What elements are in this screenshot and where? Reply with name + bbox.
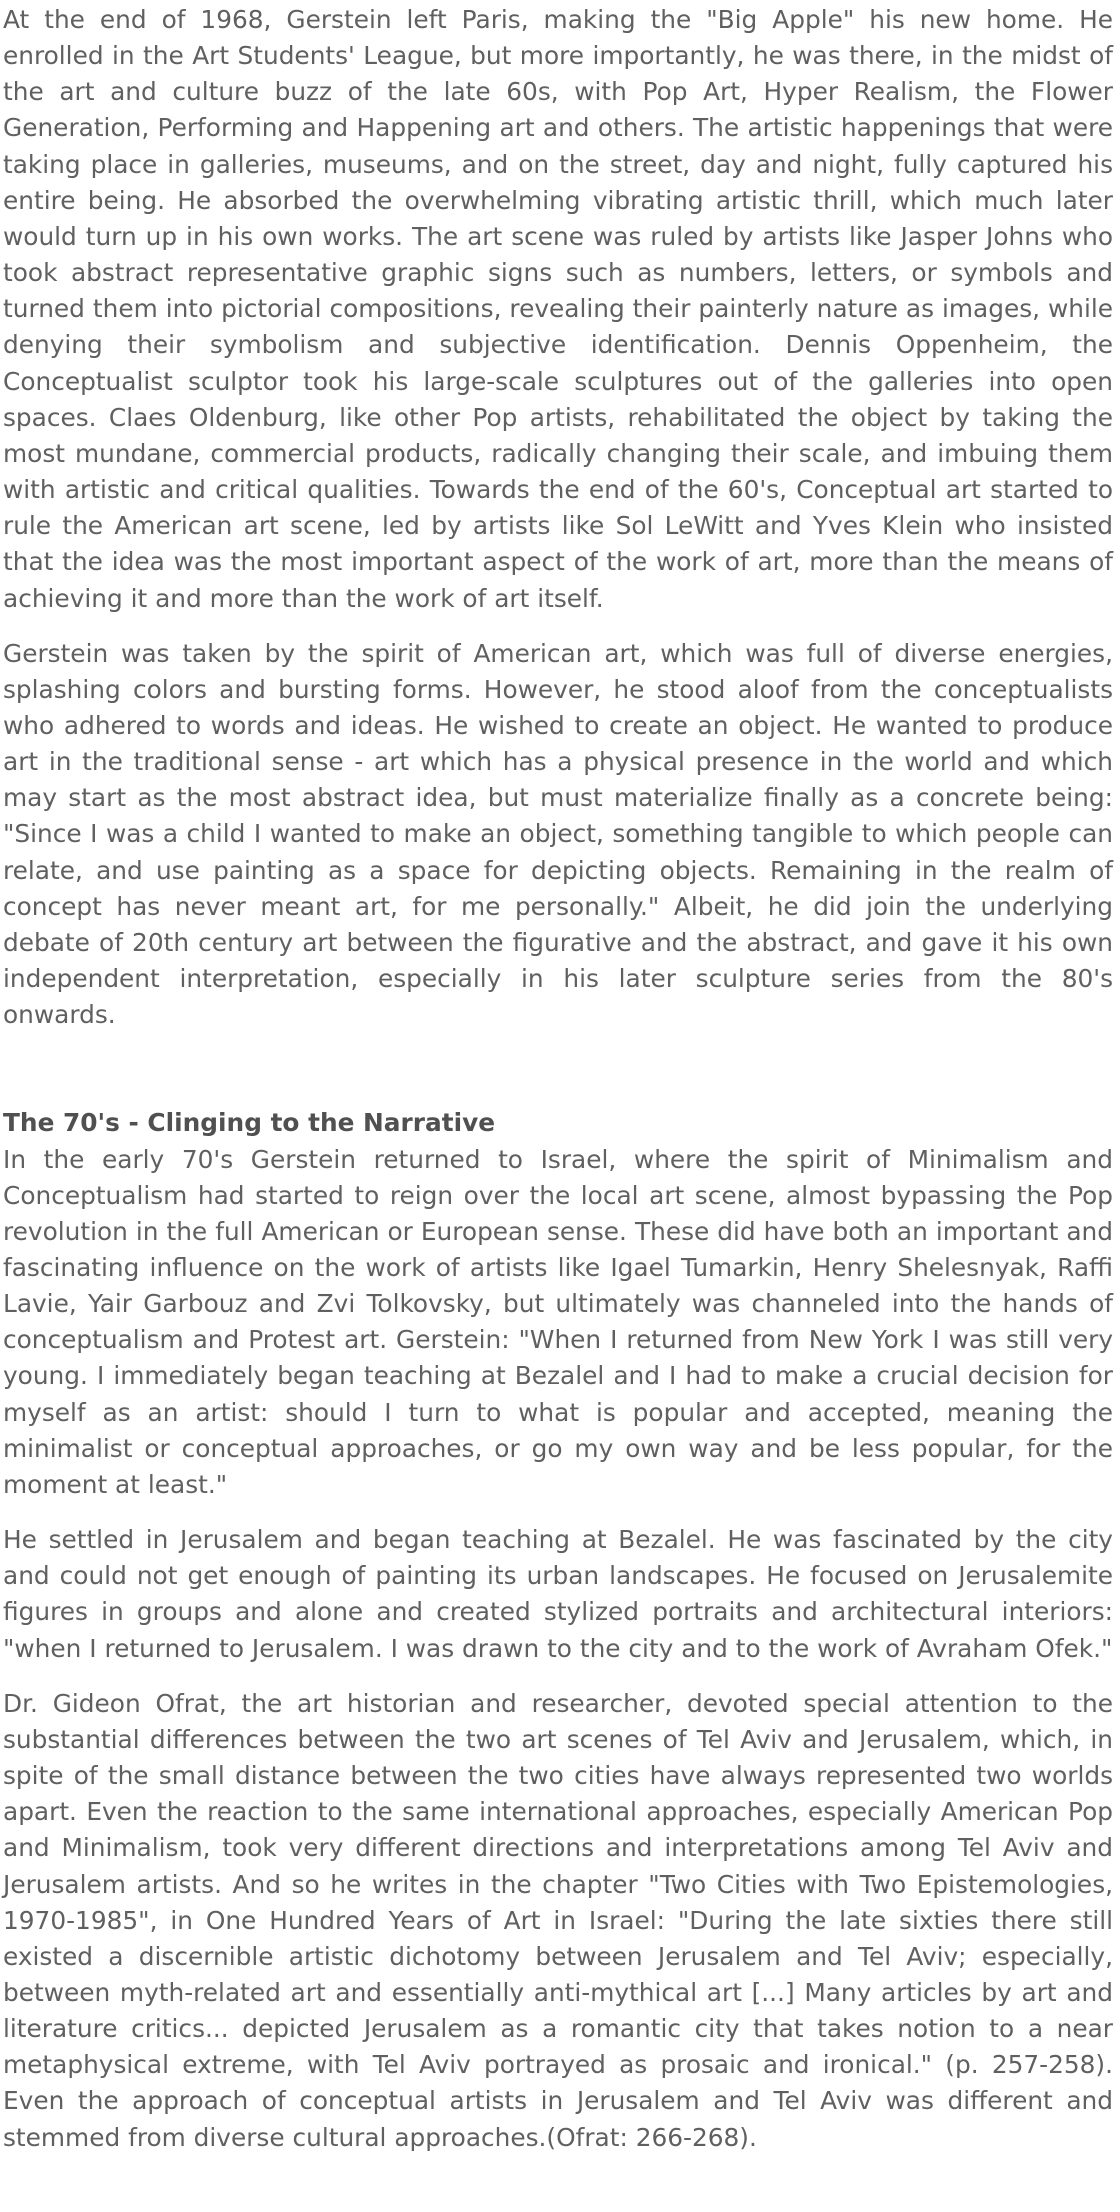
article-body [3, 2, 1113, 2156]
paragraph-ofrat-two-cities: Dr. Gideon Ofrat, the art historian and researcher, devoted special attention to the substantial differences between the two art scenes of Tel Aviv and Jerusalem, which, in spite of the small distance between the two cities have always represented two worlds apart. Even the reaction to the same international approaches, especially American Pop and Minimalism, took very different directions and interpretations among Tel Aviv and Jerusalem artists. And so he writes in the chapter "Two Cities with Two Epistemologies, 1970-1985", in One Hundred Years of Art in Israel: "During the late sixties there still existed a discernible artistic dichotomy between Jerusalem and Tel Aviv; especially, between myth-related art and essentially anti-mythical art [...] Many articles by art and literature critics... depicted Jerusalem as a romantic city that takes notion to a near metaphysical extreme, with Tel Aviv portrayed as prosaic and ironical." (p. 257-258). Even the approach of conceptual artists in Jerusalem and Tel Aviv was different and stemmed from diverse cultural approaches.(Ofrat: 266-268). [3, 1688, 1113, 2152]
section-heading-70s: The 70's - Clinging to the Narrative [3, 1108, 496, 1138]
paragraph-return-to-israel: In the early 70's Gerstein returned to Israel, where the spirit of Minimalism and Conceptualism had started to reign over the local art scene, almost bypassing the Pop revolution in the full American or European sense. These did have both an important and fascinating influence on the work of artists like Igael Tumarkin, Henry Shelesnyak, Raffi Lavie, Yair Garbouz and Zvi Tolkovsky, but ultimately was channeled into the hands of conceptualism and Protest art. Gerstein: "When I returned from New York I was still very young. I immediately began teaching at Bezalel and I had to make a crucial decision for myself as an artist: should I turn to what is popular and accepted, meaning the minimalist or conceptual approaches, or go my own way and be less popular, for the moment at least." [3, 1144, 1113, 1499]
paragraph-settled-in-jerusalem: He settled in Jerusalem and began teaching at Bezalel. He was fascinated by the city and could not get enough of painting its urban landscapes. He focused on Jerusalemite figures in groups and alone and created stylized portraits and architectural interiors: "when I returned to Jerusalem. I was drawn to the city and to the work of Avraham Ofek." [3, 1525, 1113, 1663]
paragraph-gerstein-new-york: At the end of 1968, Gerstein left Paris, making the "Big Apple" his new home. He enrolled in the Art Students' League, but more importantly, he was there, in the midst of the art and culture buzz of the late 60s, with Pop Art, Hyper Realism, the Flower Generation, Performing and Happening art and others. The artistic happenings that were taking place in galleries, museums, and on the street, day and night, fully captured his entire being. He absorbed the overwhelming vibrating artistic thrill, which much later would turn up in his own works. The art scene was ruled by artists like Jasper Johns who took abstract representative graphic signs such as numbers, letters, or symbols and turned them into pictorial compositions, revealing their painterly nature as images, while denying their symbolism and subjective identification. Dennis Oppenheim, the Conceptualist sculptor took his large-scale sculptures out of the galleries into open spaces. Claes Oldenburg, like other Pop artists, rehabilitated the object by taking the most mundane, commercial products, radically changing their scale, and imbuing them with artistic and critical qualities. Towards the end of the 60's, Conceptual art started to rule the American art scene, led by artists like Sol LeWitt and Yves Klein who insisted that the idea was the most important aspect of the work of art, more than the means of achieving it and more than the work of art itself. [3, 5, 1113, 613]
paragraph-american-art-spirit: Gerstein was taken by the spirit of American art, which was full of diverse energies, splashing colors and bursting forms. However, he stood aloof from the conceptualists who adhered to words and ideas. He wished to create an object. He wanted to produce art in the traditional sense - art which has a physical presence in the world and which may start as the most abstract idea, but must materialize finally as a concrete being: "Since I was a child I wanted to make an object, something tangible to which people can relate, and use painting as a space for depicting objects. Remaining in the realm of concept has never meant art, for me personally." Albeit, he did join the underlying debate of 20th century art between the figurative and the abstract, and gave it his own independent interpretation, especially in his later sculpture series from the 80's onwards. [3, 638, 1113, 1030]
